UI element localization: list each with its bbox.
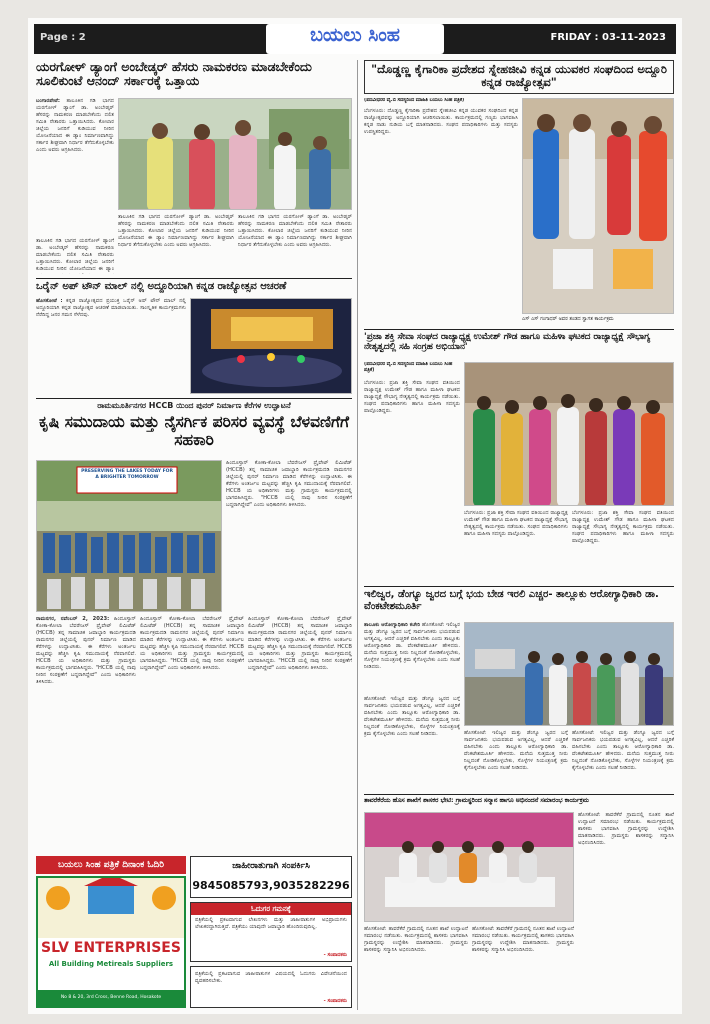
divider bbox=[364, 329, 674, 330]
story5-byline: (ಪದವೀಧರರ ವೈ.ಬಿ ಸದಸ್ಯರಿಂದ ಮಾಹಿತಿ ಬಯಲು ಸಿಂಹ ಪತ್ರಿಕೆ) bbox=[364, 362, 453, 373]
story6-byline: ತಾಲೂಕು ಆರೋಗ್ಯಾಧಿಕಾರಿ ಕಚೇರಿ bbox=[364, 622, 421, 628]
ad-slv-name: SLV ENTERPRISES bbox=[41, 940, 181, 956]
story5-text-col2 bbox=[464, 510, 568, 582]
story1-text-col1b bbox=[36, 238, 114, 274]
story1-text-col1 bbox=[36, 98, 114, 236]
story4-body: ಬೆಂಗಳೂರು: ದೊಡ್ಡಣ್ಣ ಕೈಗಾರಿಕಾ ಪ್ರದೇಶದ ಸ್ನೇಹಜೀವಿ ಕನ್ನಡ ಯುವಕರ ಸಂಘದಿಂದ ಕನ್ನಡ ರಾಜ್ಯೋತ್ಸವವನ್ನು ಅದ್ದೂರಿಯಾಗಿ ಆಚರಿಸಲಾಯಿತು. ಕಾರ್ಯಕ್ರಮದಲ್ಲಿ ಗಣ್ಯರು ಭಾಗವಹಿಸಿ ಕನ್ನಡ ನಾಡು ನುಡಿಯ ಬಗ್ಗೆ ಮಾತನಾಡಿದರು. ಸಂಘದ ಪದಾಧಿಕಾರಿಗಳು ಮತ್ತು ಸದಸ್ಯರು ಉಪಸ್ಥಿತರಿದ್ದರು. bbox=[364, 108, 518, 135]
story1-body-cont3: ತಾಲೂಕಿನ ಗಡಿ ಭಾಗದ ಯರಗೋಳ್ ಡ್ಯಾಂಗೆ ಡಾ. ಅಂಬೇಡ್ಕರ್ ಹೆಸರನ್ನು ನಾಮಕರಣ ಮಾಡಬೇಕೆಂದು ದಲಿತ ಸಮಿತಿ ನೇತಾರರು ಒತ್ತಾಯಿಸಿದರು. ಕೋಲಾರ ಜಿಲ್ಲೆಯ ಜನರಿಗೆ ಕುಡಿಯುವ ನೀರಿನ ಯೋಜನೆಯಾದ ಈ ಡ್ಯಾಂ bbox=[36, 238, 114, 272]
ad-slv-address: No 8 & 20, 3rd Cross, Benne Road, Hosakote bbox=[38, 990, 184, 1006]
story6-body-b: ಹೊಸಕೋಟೆ: ಇಲಿಜ್ವರ ಮತ್ತು ಡೆಂಗ್ಯೂ ಜ್ವರದ ಬಗ್ಗೆ ಸಾರ್ವಜನಿಕರು ಭಯಪಡುವ ಅಗತ್ಯವಿಲ್ಲ, ಆದರೆ ಎಚ್ಚರಿಕೆ ವಹಿಸಬೇಕು ಎಂದು ತಾಲ್ಲೂಕು ಆರೋಗ್ಯಾಧಿಕಾರಿ ಡಾ. ವೆಂಕಟೇಶಮೂರ್ತಿ ಹೇಳಿದರು. ಮನೆಯ ಸುತ್ತಮುತ್ತ ನೀರು ನಿಲ್ಲದಂತೆ ನೋಡಿಕೊಳ್ಳಬೇಕು, ಸೊಳ್ಳೆಗಳ ನಿಯಂತ್ರಣಕ್ಕೆ ಕ್ರಮ ಕೈಗೊಳ್ಳಬೇಕು ಎಂದು ಸಲಹೆ ನೀಡಿದರು. bbox=[364, 696, 460, 737]
story4-text bbox=[364, 108, 518, 314]
story3-text-col1 bbox=[36, 616, 136, 852]
story2-headline: ಒರೈನ್ ಅಪ್ ಟೌನ್ ಮಾಲ್ ನಲ್ಲಿ ಅದ್ದೂರಿಯಾಗಿ ಕನ್ನಡ ರಾಜ್ಯೋತ್ಸವ ಆಚರಣೆ bbox=[36, 281, 287, 292]
ad-slv-enterprises bbox=[36, 876, 186, 1008]
story7-text-col2 bbox=[472, 926, 574, 1008]
divider bbox=[364, 794, 674, 795]
story7-text-col1 bbox=[364, 926, 468, 1008]
page-number: Page : 2 bbox=[40, 32, 86, 43]
divider bbox=[36, 278, 352, 279]
story3-banner: PRESERVING THE LAKES TODAY FOR A BRIGHTER TOMORROW bbox=[81, 469, 173, 480]
story5-photo bbox=[464, 362, 674, 506]
story6-photo-image bbox=[465, 623, 674, 726]
story1-photo bbox=[118, 98, 352, 210]
story7-body-b: ಹೊಸಕೋಟೆ: ತಾವರೆಕೆರೆ ಗ್ರಾಮದಲ್ಲಿ ನೂತನ ಶಾಖೆ ಉದ್ಘಾಟನೆ ಸಮಾರಂಭ ನಡೆಯಿತು. ಕಾರ್ಯಕ್ರಮದಲ್ಲಿ ಶಾಸಕರು ಭಾಗವಹಿಸಿ ಗ್ರಾಮಸ್ಥರನ್ನು ಉದ್ದೇಶಿಸಿ ಮಾತನಾಡಿದರು. ಗ್ರಾಮಸ್ಥರು ಶಾಸಕರನ್ನು ಸನ್ಮಾನಿಸಿ ಅಭಿನಂದಿಸಿದರು. bbox=[364, 926, 468, 953]
issue-date: FRIDAY : 03-11-2023 bbox=[550, 32, 666, 43]
ad-banner: ಬಯಲು ಸಿಂಹ ಪತ್ರಿಕೆ ದಿನಾಂಕ ಓದಿರಿ bbox=[36, 856, 186, 874]
story6-body-d: ಹೊಸಕೋಟೆ: ಇಲಿಜ್ವರ ಮತ್ತು ಡೆಂಗ್ಯೂ ಜ್ವರದ ಬಗ್ಗೆ ಸಾರ್ವಜನಿಕರು ಭಯಪಡುವ ಅಗತ್ಯವಿಲ್ಲ, ಆದರೆ ಎಚ್ಚರಿಕೆ ವಹಿಸಬೇಕು ಎಂದು ತಾಲ್ಲೂಕು ಆರೋಗ್ಯಾಧಿಕಾರಿ ಡಾ. ವೆಂಕಟೇಶಮೂರ್ತಿ ಹೇಳಿದರು. ಮನೆಯ ಸುತ್ತಮುತ್ತ ನೀರು ನಿಲ್ಲದಂತೆ ನೋಡಿಕೊಳ್ಳಬೇಕು, ಸೊಳ್ಳೆಗಳ ನಿಯಂತ್ರಣಕ್ಕೆ ಕ್ರಮ ಕೈಗೊಳ್ಳಬೇಕು ಎಂದು ಸಲಹೆ ನೀಡಿದರು. bbox=[572, 730, 674, 771]
story5-body: ಬೆಂಗಳೂರು: ಪ್ರಜಾ ಶಕ್ತಿ ಸೇವಾ ಸಂಘದ ವತಿಯಿಂದ ರಾಜ್ಯಾಧ್ಯಕ್ಷ ಉಮೇಶ್ ಗೌಡ ಹಾಗೂ ಮಹಿಳಾ ಘಟಕದ ರಾಜ್ಯಾಧ್ಯಕ್ಷೆ ಸೌಭಾಗ್ಯ ನೇತೃತ್ವದಲ್ಲಿ ಕಾರ್ಯಕ್ರಮ ನಡೆಯಿತು. ಸಂಘದ ಪದಾಧಿಕಾರಿಗಳು ಹಾಗೂ ಮಹಿಳಾ ಸದಸ್ಯರು ಪಾಲ್ಗೊಂಡಿದ್ದರು. bbox=[364, 380, 460, 414]
divider bbox=[36, 398, 352, 399]
ad-advert-title: ಜಾಹೀರಾತುಗಾಗಿ ಸಂಪರ್ಕಿಸಿ bbox=[232, 861, 310, 871]
story3-text-col2 bbox=[140, 616, 244, 852]
story3-text-col-top bbox=[226, 460, 352, 612]
story2-text bbox=[36, 298, 186, 394]
story6-text-col3 bbox=[572, 730, 674, 790]
ad-notice2 bbox=[190, 966, 352, 1008]
story4-photo-image bbox=[523, 99, 674, 314]
ad-slv-tagline: All Building Metireals Suppliers bbox=[48, 960, 174, 968]
story4-caption: ಎಸ್ ಎಸ್ ಗಂಗಾಧರ್ ಅವರ ತಂಡದ ಸ್ವಾಗತ ಕಾರ್ಯಕ್ರಮ bbox=[522, 316, 614, 322]
story7-photo-image bbox=[365, 813, 574, 922]
story2-body: ಕನ್ನಡ ರಾಜ್ಯೋತ್ಸವದ ಪ್ರಯುಕ್ತ ಒರೈನ್ ಅಪ್ ಟೌನ್ ಮಾಲ್ ನಲ್ಲಿ ಅದ್ದೂರಿಯಾಗಿ ಕನ್ನಡ ರಾಜ್ಯೋತ್ಸವ ಆಚರಣೆ ಮಾಡಲಾಯಿತು. ಸಾಂಸ್ಕೃತಿಕ ಕಾರ್ಯಕ್ರಮಗಳು ನೆರೆದಿದ್ದ ಜನರ ಗಮನ ಸೆಳೆದವು. bbox=[36, 298, 186, 318]
ad-notice2-body: ಪತ್ರಿಕೆಯಲ್ಲಿ ಪ್ರಕಟವಾಗುವ ಜಾಹೀರಾತುಗಳ ವಿಷಯದಲ್ಲಿ ಓದುಗರು ವಿವೇಚನೆಯಿಂದ ವ್ಯವಹರಿಸಬೇಕು. bbox=[195, 971, 347, 984]
story6-body: ಹೊಸಕೋಟೆ: ಇಲಿಜ್ವರ ಮತ್ತು ಡೆಂಗ್ಯೂ ಜ್ವರದ ಬಗ್ಗೆ ಸಾರ್ವಜನಿಕರು ಭಯಪಡುವ ಅಗತ್ಯವಿಲ್ಲ, ಆದರೆ ಎಚ್ಚರಿಕೆ ವಹಿಸಬೇಕು ಎಂದು ತಾಲ್ಲೂಕು ಆರೋಗ್ಯಾಧಿಕಾರಿ ಡಾ. ವೆಂಕಟೇಶಮೂರ್ತಿ ಹೇಳಿದರು. ಮನೆಯ ಸುತ್ತಮುತ್ತ ನೀರು ನಿಲ್ಲದಂತೆ ನೋಡಿಕೊಳ್ಳಬೇಕು, ಸೊಳ್ಳೆಗಳ ನಿಯಂತ್ರಣಕ್ಕೆ ಕ್ರಮ ಕೈಗೊಳ್ಳಬೇಕು ಎಂದು ಸಲಹೆ ನೀಡಿದರು. bbox=[364, 622, 460, 670]
story7-body: ಹೊಸಕೋಟೆ: ತಾವರೆಕೆರೆ ಗ್ರಾಮದಲ್ಲಿ ನೂತನ ಶಾಖೆ ಉದ್ಘಾಟನೆ ಸಮಾರಂಭ ನಡೆಯಿತು. ಕಾರ್ಯಕ್ರಮದಲ್ಲಿ ಶಾಸಕರು ಭಾಗವಹಿಸಿ ಗ್ರಾಮಸ್ಥರನ್ನು ಉದ್ದೇಶಿಸಿ ಮಾತನಾಡಿದರು. ಗ್ರಾಮಸ್ಥರು ಶಾಸಕರನ್ನು ಸನ್ಮಾನಿಸಿ ಅಭಿನಂದಿಸಿದರು. bbox=[578, 812, 674, 846]
story3-body-a: ಹಿಂದೂಸ್ತಾನ್ ಕೋಕಾ-ಕೋಲಾ ಬೆವರೇಜಸ್ ಪ್ರೈವೇಟ್ ಲಿಮಿಟೆಡ್ (HCCB) ತನ್ನ ಸಾಮಾಜಿಕ ಜವಾಬ್ದಾರಿ ಕಾರ್ಯಕ್ರಮದಡಿ ರಾಮನಗರ ಜಿಲ್ಲೆಯಲ್ಲಿ ಪುನರ್ ನಿರ್ಮಾಣ ಮಾಡಿದ ಕೆರೆಗಳನ್ನು ಉದ್ಘಾಟಿಸಿತು. ಈ ಕೆರೆಗಳು ಅಂತರ್ಜಲ ಮಟ್ಟವನ್ನು ಹೆಚ್ಚಿಸಿ ಕೃಷಿ ಸಮುದಾಯಕ್ಕೆ ನೆರವಾಗಲಿವೆ. HCCB ಯ ಅಧಿಕಾರಿಗಳು ಮತ್ತು ಗ್ರಾಮಸ್ಥರು ಕಾರ್ಯಕ್ರಮದಲ್ಲಿ ಭಾಗವಹಿಸಿದ್ದರು. "HCCB ಯಲ್ಲಿ ನಾವು ನೀರಿನ ಸಂರಕ್ಷಣೆಗೆ ಬದ್ಧರಾಗಿದ್ದೇವೆ" ಎಂದು ಅಧಿಕಾರಿಗಳು ತಿಳಿಸಿದರು. bbox=[226, 460, 352, 508]
story7-text-right bbox=[578, 812, 674, 1008]
story5-headline: 'ಪ್ರಜಾ ಶಕ್ತಿ ಸೇವಾ ಸಂಘದ ರಾಜ್ಯಾಧ್ಯಕ್ಷ ಉಮೇಶ್ ಗೌಡ ಹಾಗೂ ಮಹಿಳಾ ಘಟಕದ ರಾಜ್ಯಾಧ್ಯಕ್ಷೆ ಸೌಭಾಗ್ಯ ನೇತೃತ್ವದಲ್ಲಿ ಸಹಿ ಸಂಗ್ರಹ ಅಭಿಯಾನ' bbox=[364, 332, 651, 353]
story5-text-col3 bbox=[572, 510, 674, 582]
story2-photo-image bbox=[191, 299, 352, 394]
story3-photo bbox=[36, 460, 222, 612]
story3-body-b: ಹಿಂದೂಸ್ತಾನ್ ಕೋಕಾ-ಕೋಲಾ ಬೆವರೇಜಸ್ ಪ್ರೈವೇಟ್ ಲಿಮಿಟೆಡ್ (HCCB) ತನ್ನ ಸಾಮಾಜಿಕ ಜವಾಬ್ದಾರಿ ಕಾರ್ಯಕ್ರಮದಡಿ ರಾಮನಗರ ಜಿಲ್ಲೆಯಲ್ಲಿ ಪುನರ್ ನಿರ್ಮಾಣ ಮಾಡಿದ ಕೆರೆಗಳನ್ನು ಉದ್ಘಾಟಿಸಿತು. ಈ ಕೆರೆಗಳು ಅಂತರ್ಜಲ ಮಟ್ಟವನ್ನು ಹೆಚ್ಚಿಸಿ ಕೃಷಿ ಸಮುದಾಯಕ್ಕೆ ನೆರವಾಗಲಿವೆ. HCCB ಯ ಅಧಿಕಾರಿಗಳು ಮತ್ತು ಗ್ರಾಮಸ್ಥರು ಕಾರ್ಯಕ್ರಮದಲ್ಲಿ ಭಾಗವಹಿಸಿದ್ದರು. "HCCB ಯಲ್ಲಿ ನಾವು ನೀರಿನ ಸಂರಕ್ಷಣೆಗೆ ಬದ್ಧರಾಗಿದ್ದೇವೆ" ಎಂದು ಅಧಿಕಾರಿಗಳು ತಿಳಿಸಿದರು. bbox=[140, 616, 244, 671]
story1-photo-image bbox=[119, 99, 352, 210]
story3-headline: ಕೃಷಿ ಸಮುದಾಯ ಮತ್ತು ನೈಸರ್ಗಿಕ ಪರಿಸರ ವ್ಯವಸ್ಥೆ ಬೆಳವಣಿಗೆಗೆ ಸಹಕಾರಿ bbox=[38, 414, 349, 449]
story1-headline: ಯರಗೋಳ್ ಡ್ಯಾಂಗೆ ಅಂಬೇಡ್ಕರ್ ಹೆಸರು ನಾಮಕರಣ ಮಾಡಬೇಕೆಂದು ಸೂಲಿಕುಂಟೆ ಆನಂದ್ ಸರ್ಕಾರಕ್ಕೆ ಒತ್ತಾಯ bbox=[36, 60, 312, 89]
story7-headline: ತಾವರೆಕೆರೆಯ ಹೊಸ ಶಾಖೆಗೆ ಶಾಸಕರ ಭೇಟಿ: ಗ್ರಾಮಸ್ಥರಿಂದ ಸನ್ಮಾನ ಹಾಗೂ ಅಭಿನಂದನೆ ಸಮಾರಂಭ ಕಾರ್ಯಕ್ರಮ bbox=[364, 797, 589, 804]
story6-headline: ಇಲಿಜ್ವರ, ಡೆಂಗ್ಯೂ ಜ್ವರದ ಬಗ್ಗೆ ಭಯ ಬೇಡ ಇರಲಿ ಎಚ್ಚರ- ತಾಲ್ಲೂಕು ಆರೋಗ್ಯಾಧಿಕಾರಿ ಡಾ. ವೆಂಕಟೇಶಮೂರ್ತಿ bbox=[364, 589, 659, 612]
ad-notice2-sign: - ಸಂಪಾದಕರು bbox=[323, 998, 347, 1004]
story1-body: ತಾಲೂಕಿನ ಗಡಿ ಭಾಗದ ಯರಗೋಳ್ ಡ್ಯಾಂಗೆ ಡಾ. ಅಂಬೇಡ್ಕರ್ ಹೆಸರನ್ನು ನಾಮಕರಣ ಮಾಡಬೇಕೆಂದು ದಲಿತ ಸಮಿತಿ ನೇತಾರರು ಒತ್ತಾಯಿಸಿದರು. ಕೋಲಾರ ಜಿಲ್ಲೆಯ ಜನರಿಗೆ ಕುಡಿಯುವ ನೀರಿನ ಯೋಜನೆಯಾದ ಈ ಡ್ಯಾಂ ನಿರ್ಮಾಣವಾಗಿದ್ದು ಸರ್ಕಾರ ಶೀಘ್ರವಾಗಿ ನಿರ್ಧಾರ ತೆಗೆದುಕೊಳ್ಳಬೇಕು ಎಂದು ಅವರು ಆಗ್ರಹಿಸಿದರು. bbox=[36, 98, 114, 153]
story6-body-c: ಹೊಸಕೋಟೆ: ಇಲಿಜ್ವರ ಮತ್ತು ಡೆಂಗ್ಯೂ ಜ್ವರದ ಬಗ್ಗೆ ಸಾರ್ವಜನಿಕರು ಭಯಪಡುವ ಅಗತ್ಯವಿಲ್ಲ, ಆದರೆ ಎಚ್ಚರಿಕೆ ವಹಿಸಬೇಕು ಎಂದು ತಾಲ್ಲೂಕು ಆರೋಗ್ಯಾಧಿಕಾರಿ ಡಾ. ವೆಂಕಟೇಶಮೂರ್ತಿ ಹೇಳಿದರು. ಮನೆಯ ಸುತ್ತಮುತ್ತ ನೀರು ನಿಲ್ಲದಂತೆ ನೋಡಿಕೊಳ್ಳಬೇಕು, ಸೊಳ್ಳೆಗಳ ನಿಯಂತ್ರಣಕ್ಕೆ ಕ್ರಮ ಕೈಗೊಳ್ಳಬೇಕು ಎಂದು ಸಲಹೆ ನೀಡಿದರು. bbox=[464, 730, 568, 771]
story3-kicker: ರಾಮಮೂರ್ತಿನಗರ HCCB ಯಿಂದ ಪುನರ್ ನಿರ್ಮಾಣ ಕೆರೆಗಳ ಉದ್ಘಾಟನೆ bbox=[97, 401, 291, 410]
story5-text bbox=[364, 380, 460, 582]
story1-text-col3 bbox=[238, 214, 352, 274]
story2-dateline: ಹೊಸಕೋಟೆ : bbox=[36, 298, 63, 304]
newspaper-page bbox=[28, 18, 682, 1014]
column-divider bbox=[357, 60, 358, 1010]
story7-body-c: ಹೊಸಕೋಟೆ: ತಾವರೆಕೆರೆ ಗ್ರಾಮದಲ್ಲಿ ನೂತನ ಶಾಖೆ ಉದ್ಘಾಟನೆ ಸಮಾರಂಭ ನಡೆಯಿತು. ಕಾರ್ಯಕ್ರಮದಲ್ಲಿ ಶಾಸಕರು ಭಾಗವಹಿಸಿ ಗ್ರಾಮಸ್ಥರನ್ನು ಉದ್ದೇಶಿಸಿ ಮಾತನಾಡಿದರು. ಗ್ರಾಮಸ್ಥರು ಶಾಸಕರನ್ನು ಸನ್ಮಾನಿಸಿ ಅಭಿನಂದಿಸಿದರು. bbox=[472, 926, 574, 953]
ad-advert-phones: 9845085793,9035282296 bbox=[192, 879, 350, 892]
ad-slv-logo bbox=[38, 878, 184, 938]
story1-text-col2 bbox=[118, 214, 234, 274]
story5-photo-image bbox=[465, 363, 674, 506]
story3-text-col3 bbox=[248, 616, 352, 852]
story3-body-c: ಹಿಂದೂಸ್ತಾನ್ ಕೋಕಾ-ಕೋಲಾ ಬೆವರೇಜಸ್ ಪ್ರೈವೇಟ್ ಲಿಮಿಟೆಡ್ (HCCB) ತನ್ನ ಸಾಮಾಜಿಕ ಜವಾಬ್ದಾರಿ ಕಾರ್ಯಕ್ರಮದಡಿ ರಾಮನಗರ ಜಿಲ್ಲೆಯಲ್ಲಿ ಪುನರ್ ನಿರ್ಮಾಣ ಮಾಡಿದ ಕೆರೆಗಳನ್ನು ಉದ್ಘಾಟಿಸಿತು. ಈ ಕೆರೆಗಳು ಅಂತರ್ಜಲ ಮಟ್ಟವನ್ನು ಹೆಚ್ಚಿಸಿ ಕೃಷಿ ಸಮುದಾಯಕ್ಕೆ ನೆರವಾಗಲಿವೆ. HCCB ಯ ಅಧಿಕಾರಿಗಳು ಮತ್ತು ಗ್ರಾಮಸ್ಥರು ಕಾರ್ಯಕ್ರಮದಲ್ಲಿ ಭಾಗವಹಿಸಿದ್ದರು. "HCCB ಯಲ್ಲಿ ನಾವು ನೀರಿನ ಸಂರಕ್ಷಣೆಗೆ ಬದ್ಧರಾಗಿದ್ದೇವೆ" ಎಂದು ಅಧಿಕಾರಿಗಳು ತಿಳಿಸಿದರು. bbox=[248, 616, 352, 671]
story6-text-col1b bbox=[364, 696, 460, 790]
story5-body-c: ಬೆಂಗಳೂರು: ಪ್ರಜಾ ಶಕ್ತಿ ಸೇವಾ ಸಂಘದ ವತಿಯಿಂದ ರಾಜ್ಯಾಧ್ಯಕ್ಷ ಉಮೇಶ್ ಗೌಡ ಹಾಗೂ ಮಹಿಳಾ ಘಟಕದ ರಾಜ್ಯಾಧ್ಯಕ್ಷೆ ಸೌಭಾಗ್ಯ ನೇತೃತ್ವದಲ್ಲಿ ಕಾರ್ಯಕ್ರಮ ನಡೆಯಿತು. ಸಂಘದ ಪದಾಧಿಕಾರಿಗಳು ಹಾಗೂ ಮಹಿಳಾ ಸದಸ್ಯರು ಪಾಲ್ಗೊಂಡಿದ್ದರು. bbox=[572, 510, 674, 544]
ad-notice-sign: - ಸಂಪಾದಕರು bbox=[323, 952, 347, 958]
story4-headline: "ದೊಡ್ಡಣ್ಣ ಕೈಗಾರಿಕಾ ಪ್ರದೇಶದ ಸ್ನೇಹಜೀವಿ ಕನ್ನಡ ಯುವಕರ ಸಂಘದಿಂದ ಅದ್ದೂರಿ ಕನ್ನಡ ರಾಜ್ಯೋತ್ಸವ" bbox=[364, 60, 674, 94]
ad-advert-contact bbox=[190, 856, 352, 898]
ad-notice-title: ಓದುಗರ ಗಮನಕ್ಕೆ bbox=[191, 903, 351, 915]
story2-photo bbox=[190, 298, 352, 394]
ad-notice bbox=[190, 902, 352, 962]
ad-notice-body: ಪತ್ರಿಕೆಯಲ್ಲಿ ಪ್ರಕಟವಾಗುವ ಲೇಖನಗಳು ಮತ್ತು ಜಾಹೀರಾತುಗಳ ಅಭಿಪ್ರಾಯಗಳು ಲೇಖಕರದ್ದಾಗಿರುತ್ತವೆ. ಪತ್ರಿಕೆಯು ಯಾವುದೇ ಜವಾಬ್ದಾರಿ ಹೊಂದಿರುವುದಿಲ್ಲ. bbox=[195, 917, 347, 930]
newspaper-title: ಬಯಲು ಸಿಂಹ bbox=[266, 24, 444, 54]
story1-dateline: ಬಂಗಾರಪೇಟೆ: bbox=[36, 98, 60, 104]
story1-body-cont: ತಾಲೂಕಿನ ಗಡಿ ಭಾಗದ ಯರಗೋಳ್ ಡ್ಯಾಂಗೆ ಡಾ. ಅಂಬೇಡ್ಕರ್ ಹೆಸರನ್ನು ನಾಮಕರಣ ಮಾಡಬೇಕೆಂದು ದಲಿತ ಸಮಿತಿ ನೇತಾರರು ಒತ್ತಾಯಿಸಿದರು. ಕೋಲಾರ ಜಿಲ್ಲೆಯ ಜನರಿಗೆ ಕುಡಿಯುವ ನೀರಿನ ಯೋಜನೆಯಾದ ಈ ಡ್ಯಾಂ ನಿರ್ಮಾಣವಾಗಿದ್ದು ಸರ್ಕಾರ ಶೀಘ್ರವಾಗಿ ನಿರ್ಧಾರ ತೆಗೆದುಕೊಳ್ಳಬೇಕು ಎಂದು ಅವರು ಆಗ್ರಹಿಸಿದರು. bbox=[118, 214, 234, 248]
story6-photo bbox=[464, 622, 674, 726]
story7-photo bbox=[364, 812, 574, 922]
story6-text-col2 bbox=[464, 730, 568, 790]
story5-body-b: ಬೆಂಗಳೂರು: ಪ್ರಜಾ ಶಕ್ತಿ ಸೇವಾ ಸಂಘದ ವತಿಯಿಂದ ರಾಜ್ಯಾಧ್ಯಕ್ಷ ಉಮೇಶ್ ಗೌಡ ಹಾಗೂ ಮಹಿಳಾ ಘಟಕದ ರಾಜ್ಯಾಧ್ಯಕ್ಷೆ ಸೌಭಾಗ್ಯ ನೇತೃತ್ವದಲ್ಲಿ ಕಾರ್ಯಕ್ರಮ ನಡೆಯಿತು. ಸಂಘದ ಪದಾಧಿಕಾರಿಗಳು ಹಾಗೂ ಮಹಿಳಾ ಸದಸ್ಯರು ಪಾಲ್ಗೊಂಡಿದ್ದರು. bbox=[464, 510, 568, 537]
story4-byline: (ಪದವೀಧರರ ವೈ.ಬಿ ಸದಸ್ಯರಿಂದ ಮಾಹಿತಿ ಬಯಲು ಸಿಂಹ ಪತ್ರಿಕೆ) bbox=[364, 98, 465, 103]
divider bbox=[364, 586, 674, 587]
masthead bbox=[34, 24, 676, 54]
story1-body-cont2: ತಾಲೂಕಿನ ಗಡಿ ಭಾಗದ ಯರಗೋಳ್ ಡ್ಯಾಂಗೆ ಡಾ. ಅಂಬೇಡ್ಕರ್ ಹೆಸರನ್ನು ನಾಮಕರಣ ಮಾಡಬೇಕೆಂದು ದಲಿತ ಸಮಿತಿ ನೇತಾರರು ಒತ್ತಾಯಿಸಿದರು. ಕೋಲಾರ ಜಿಲ್ಲೆಯ ಜನರಿಗೆ ಕುಡಿಯುವ ನೀರಿನ ಯೋಜನೆಯಾದ ಈ ಡ್ಯಾಂ ನಿರ್ಮಾಣವಾಗಿದ್ದು ಸರ್ಕಾರ ಶೀಘ್ರವಾಗಿ ನಿರ್ಧಾರ ತೆಗೆದುಕೊಳ್ಳಬೇಕು ಎಂದು ಅವರು ಆಗ್ರಹಿಸಿದರು. bbox=[238, 214, 352, 248]
story3-body: ಹಿಂದೂಸ್ತಾನ್ ಕೋಕಾ-ಕೋಲಾ ಬೆವರೇಜಸ್ ಪ್ರೈವೇಟ್ ಲಿಮಿಟೆಡ್ (HCCB) ತನ್ನ ಸಾಮಾಜಿಕ ಜವಾಬ್ದಾರಿ ಕಾರ್ಯಕ್ರಮದಡಿ ರಾಮನಗರ ಜಿಲ್ಲೆಯಲ್ಲಿ ಪುನರ್ ನಿರ್ಮಾಣ ಮಾಡಿದ ಕೆರೆಗಳನ್ನು ಉದ್ಘಾಟಿಸಿತು. ಈ ಕೆರೆಗಳು ಅಂತರ್ಜಲ ಮಟ್ಟವನ್ನು ಹೆಚ್ಚಿಸಿ ಕೃಷಿ ಸಮುದಾಯಕ್ಕೆ ನೆರವಾಗಲಿವೆ. HCCB ಯ ಅಧಿಕಾರಿಗಳು ಮತ್ತು ಗ್ರಾಮಸ್ಥರು ಕಾರ್ಯಕ್ರಮದಲ್ಲಿ ಭಾಗವಹಿಸಿದ್ದರು. "HCCB ಯಲ್ಲಿ ನಾವು ನೀರಿನ ಸಂರಕ್ಷಣೆಗೆ ಬದ್ಧರಾಗಿದ್ದೇವೆ" ಎಂದು ಅಧಿಕಾರಿಗಳು ತಿಳಿಸಿದರು. bbox=[36, 616, 136, 685]
story3-dateline: ರಾಮನಗರ, ನವೆಂಬರ್ 2, 2023: bbox=[36, 616, 110, 622]
story4-photo bbox=[522, 98, 674, 314]
story6-text-col1 bbox=[364, 622, 460, 692]
